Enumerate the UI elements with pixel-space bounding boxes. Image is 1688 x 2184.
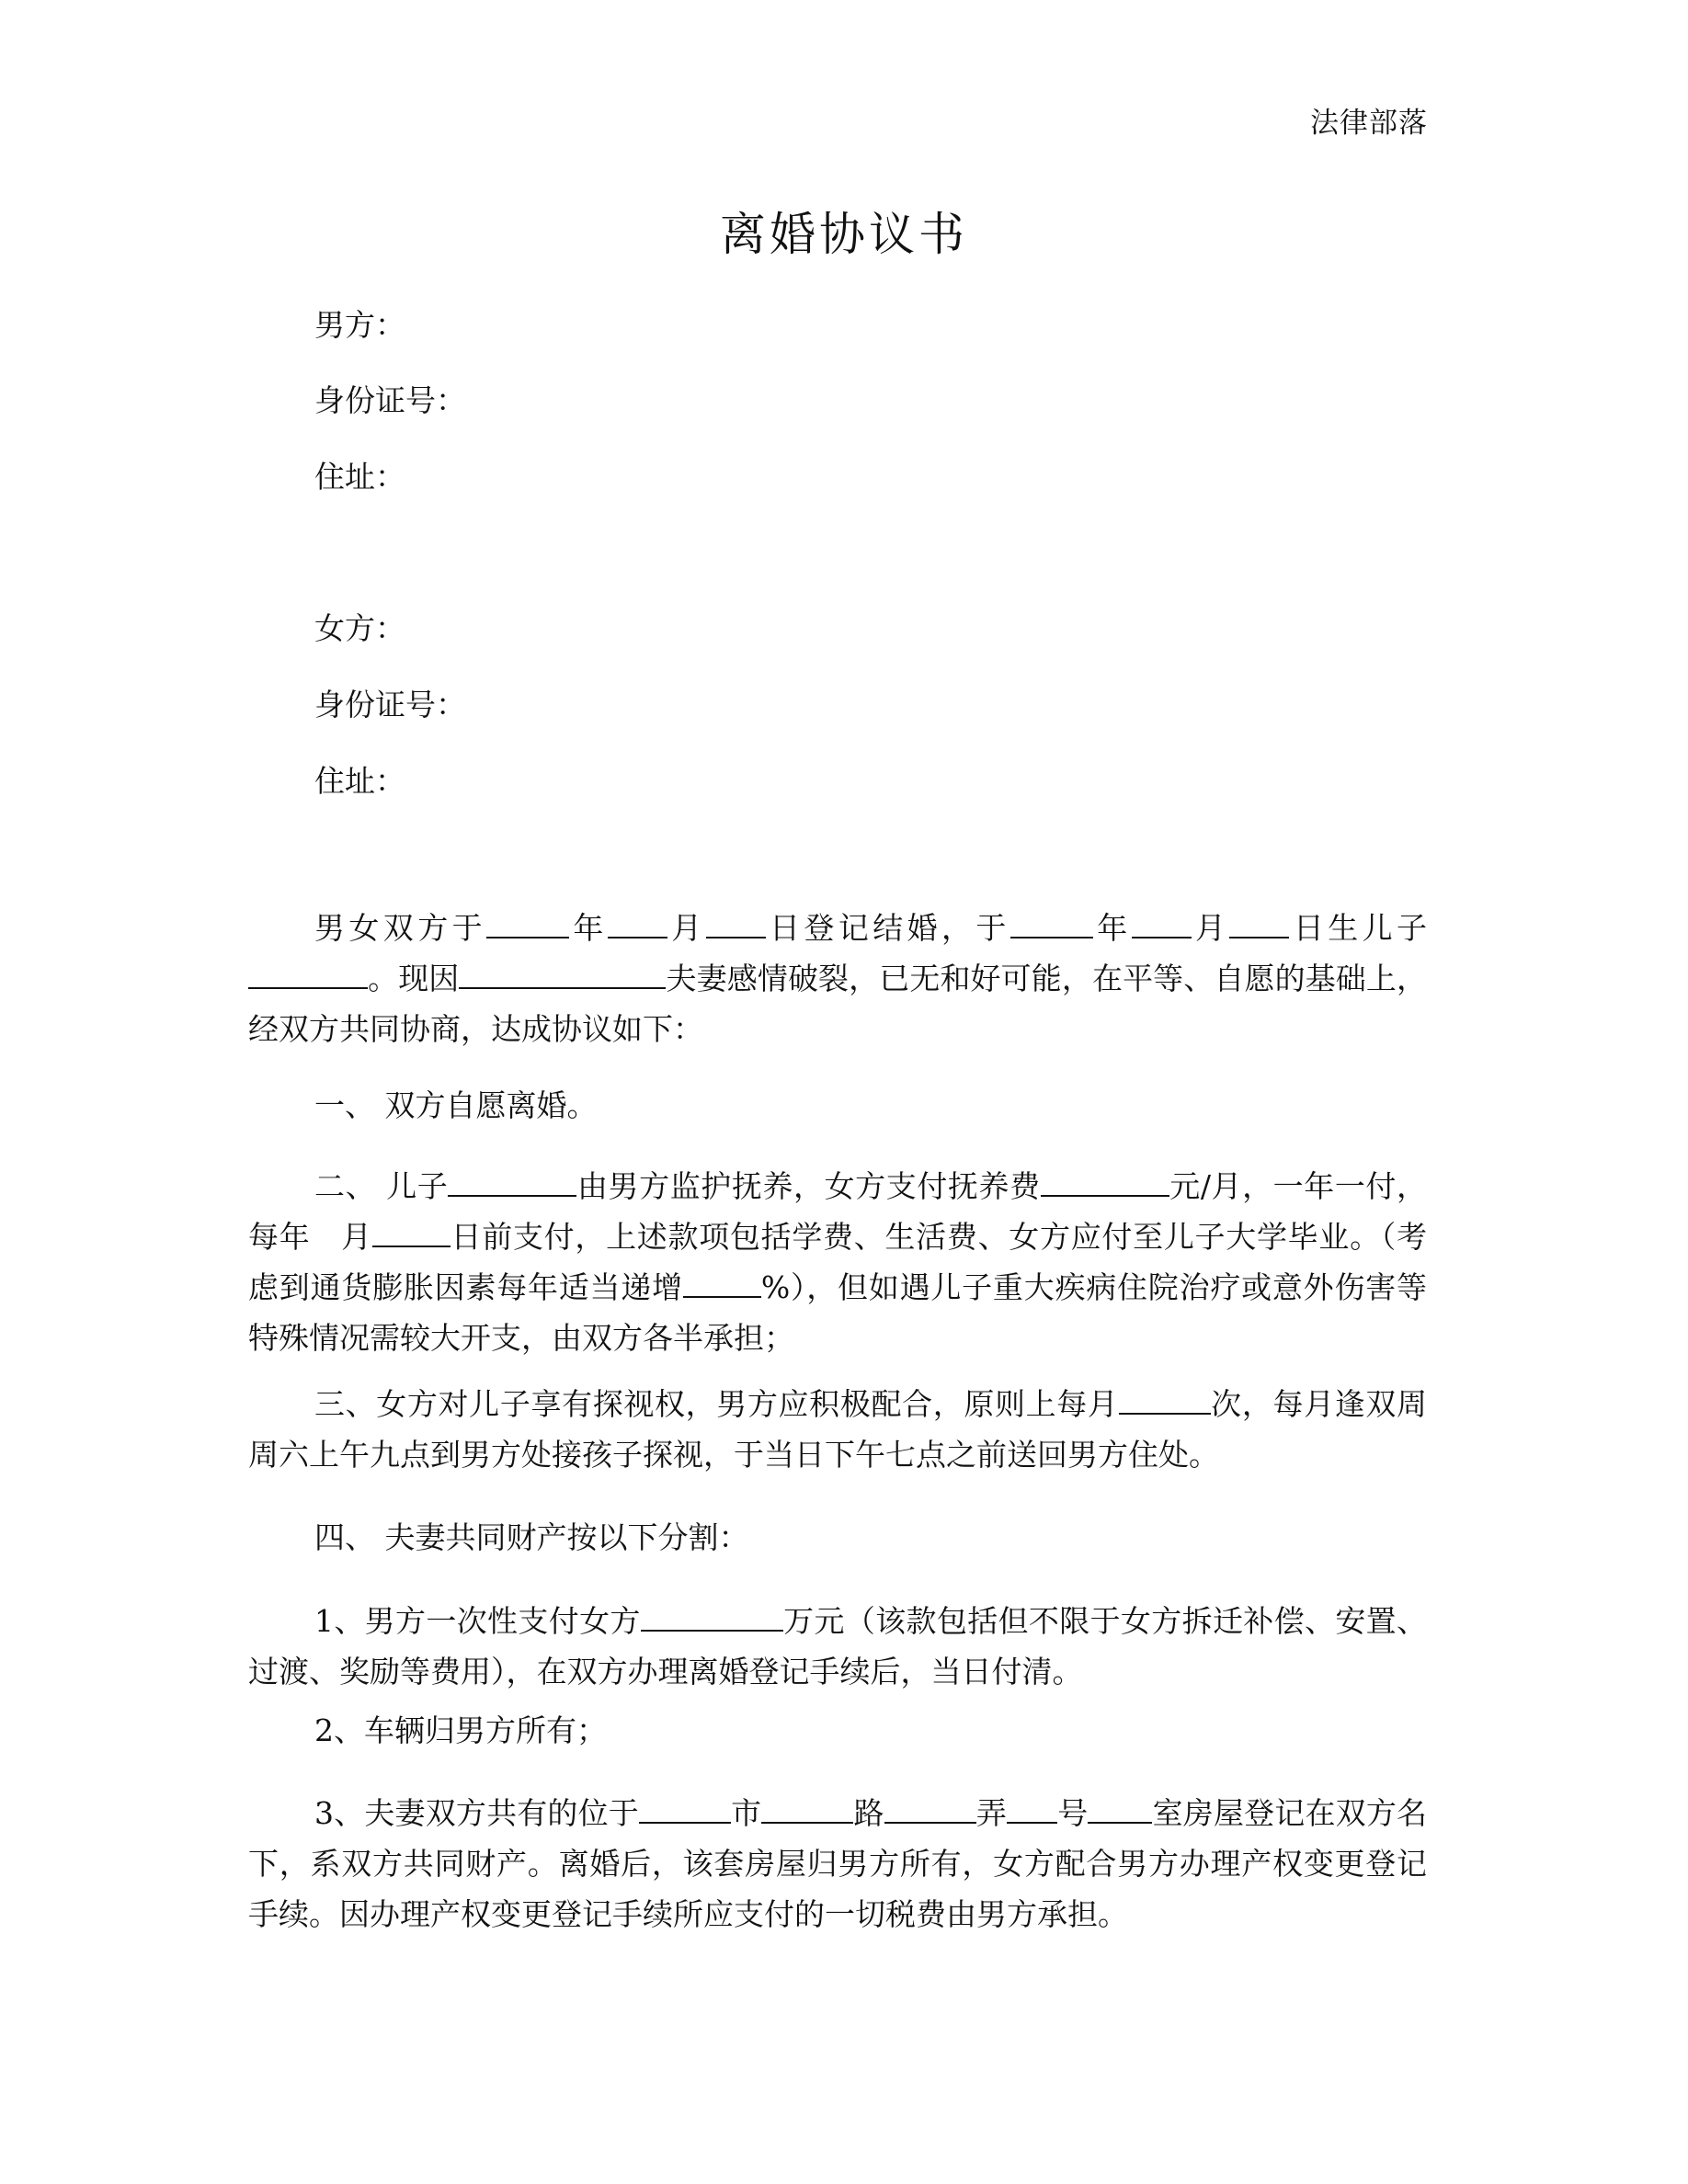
blank-marriage-year[interactable] bbox=[486, 911, 569, 938]
text: %），但如遇儿子重大疾病住院治疗或意外伤害等特殊情况需较大开支，由双方各半承担； bbox=[248, 1269, 1428, 1356]
male-name-label: 男方： bbox=[314, 307, 405, 343]
intro-paragraph bbox=[248, 903, 1427, 1054]
clause-1: 一、 双方自愿离婚。 bbox=[314, 1087, 598, 1123]
male-address-label: 住址： bbox=[314, 459, 405, 495]
text: 万元（该款包括但不限于女方拆迁补偿、安置、过渡、奖励等费用），在双方办理离婚登记手续后，当日付清。 bbox=[248, 1603, 1427, 1689]
clause-3 bbox=[248, 1379, 1427, 1480]
blank-city[interactable] bbox=[639, 1796, 731, 1824]
text: 由男方监护抚养，女方支付抚养费 bbox=[576, 1168, 1041, 1204]
text: 日前支付，上述款项包括学费、生活费、女方应付至儿子大学毕业。（考虑到通货膨胀因素每年适当递增 bbox=[248, 1219, 1428, 1305]
blank-marriage-month[interactable] bbox=[608, 911, 667, 938]
text: 二、 儿子 bbox=[314, 1168, 449, 1204]
blank-lane[interactable] bbox=[884, 1796, 976, 1824]
text: 年 bbox=[569, 910, 608, 946]
text: 三、女方对儿子享有探视权，男方应积极配合，原则上每月 bbox=[314, 1386, 1119, 1422]
text: 次，每月逢双周周六上午九点到男方处接孩子探视，于当日下午七点之前送回男方住处。 bbox=[248, 1386, 1428, 1473]
text: 市 bbox=[730, 1795, 762, 1831]
clause-4-3 bbox=[248, 1788, 1427, 1939]
text: 弄 bbox=[975, 1795, 1008, 1831]
text: 日生儿子 bbox=[1289, 910, 1428, 946]
blank-birth-day[interactable] bbox=[1229, 911, 1289, 938]
blank-road[interactable] bbox=[761, 1796, 853, 1824]
female-name-label: 女方： bbox=[314, 610, 405, 646]
blank-increase-percent[interactable] bbox=[683, 1270, 761, 1298]
text: 夫妻感情破裂，已无和好可能，在平等、自愿的基础上，经双方共同协商，达成协议如下： bbox=[248, 961, 1428, 1047]
text: 元/月，一年一付，每年 月 bbox=[248, 1168, 1428, 1255]
text: 月 bbox=[1191, 910, 1230, 946]
text: 3、夫妻双方共有的位于 bbox=[314, 1795, 639, 1831]
blank-number[interactable] bbox=[1007, 1796, 1057, 1824]
female-address-label: 住址： bbox=[314, 763, 405, 799]
text: 1、男方一次性支付女方 bbox=[314, 1603, 641, 1639]
male-id-label: 身份证号： bbox=[314, 382, 466, 418]
female-id-label: 身份证号： bbox=[314, 687, 466, 722]
header-brand: 法律部落 bbox=[1310, 107, 1428, 140]
blank-support-amount[interactable] bbox=[1041, 1169, 1169, 1197]
blank-son-name-2[interactable] bbox=[448, 1169, 576, 1197]
clause-2 bbox=[248, 1161, 1427, 1363]
blank-reason[interactable] bbox=[459, 961, 666, 989]
blank-pay-day[interactable] bbox=[372, 1220, 451, 1247]
text: 室房屋登记在双方名下，系双方共同财产。离婚后，该套房屋归男方所有，女方配合男方办理产权变更登记手续。因办理产权变更登记手续所应支付的一切税费由男方承担。 bbox=[248, 1795, 1428, 1932]
blank-birth-year[interactable] bbox=[1010, 911, 1093, 938]
text: 男女双方于 bbox=[314, 910, 486, 946]
blank-son-name[interactable] bbox=[248, 961, 368, 989]
text: 路 bbox=[853, 1795, 884, 1831]
blank-marriage-day[interactable] bbox=[706, 911, 766, 938]
blank-birth-month[interactable] bbox=[1132, 911, 1192, 938]
text: 日登记结婚，于 bbox=[765, 910, 1010, 946]
text: 。现因 bbox=[368, 961, 460, 996]
blank-visits-per-month[interactable] bbox=[1119, 1387, 1211, 1415]
blank-room[interactable] bbox=[1088, 1796, 1152, 1824]
clause-4: 四、 夫妻共同财产按以下分割： bbox=[314, 1519, 749, 1555]
text: 年 bbox=[1092, 910, 1132, 946]
blank-lump-sum[interactable] bbox=[641, 1604, 783, 1632]
clause-4-2: 2、车辆归男方所有； bbox=[314, 1712, 607, 1748]
document-title: 离婚协议书 bbox=[720, 208, 968, 261]
text: 号 bbox=[1057, 1795, 1089, 1831]
clause-4-1 bbox=[248, 1596, 1427, 1697]
text: 月 bbox=[667, 910, 706, 946]
